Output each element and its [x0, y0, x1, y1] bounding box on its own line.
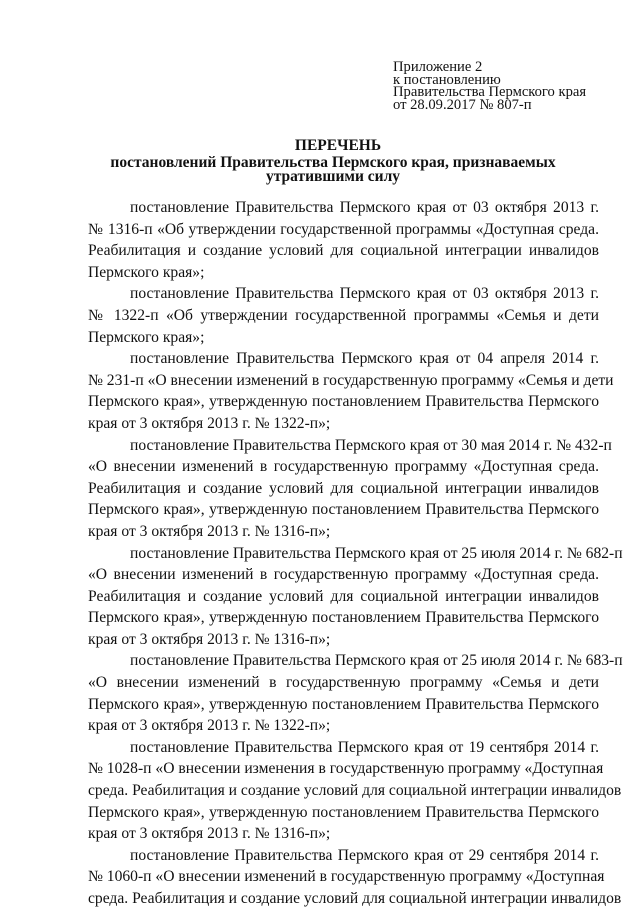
resolution-line: края от 3 октября 2013 г. № 1322-п»; [88, 717, 331, 735]
resolution-line: № 1316-п «Об утверждении государственной программы «Доступная среда. [88, 220, 599, 238]
appendix-header [393, 61, 586, 111]
resolution-line: Пермского края»; [88, 263, 205, 281]
resolution-item [88, 845, 622, 910]
resolution-line: края от 3 октября 2013 г. № 1316-п»; [88, 630, 331, 648]
resolution-line: Пермского края», утвержденную постановлением Правительства Пермского [88, 609, 599, 627]
resolution-line: постановление Правительства Пермского края от 25 июля 2014 г. № 683-п [130, 652, 623, 670]
resolution-line: Пермского края», утвержденную постановлением Правительства Пермского [88, 501, 599, 519]
resolution-line: Пермского края»; [88, 328, 205, 346]
resolution-line: постановление Правительства Пермского края от 04 апреля 2014 г. [130, 350, 599, 368]
resolution-item [88, 737, 622, 845]
resolution-line: края от 3 октября 2013 г. № 1322-п»; [88, 414, 331, 432]
resolution-line: края от 3 октября 2013 г. № 1316-п»; [88, 825, 331, 843]
resolution-line: № 1028-п «О внесении изменения в государственную программу «Доступная [88, 760, 604, 778]
resolution-list [0, 197, 640, 910]
resolution-line: края от 3 октября 2013 г. № 1316-п»; [88, 522, 331, 540]
document-title: ПЕРЕЧЕНЬ [294, 137, 382, 154]
resolution-line: Реабилитация и создание условий для социальной интеграции инвалидов [88, 587, 599, 605]
resolution-line: Пермского края», утвержденную постановлением Правительства Пермского [88, 803, 599, 821]
resolution-line: постановление Правительства Пермского края от 29 сентября 2014 г. [130, 846, 599, 864]
resolution-line: постановление Правительства Пермского края от 25 июля 2014 г. № 682-п [130, 544, 623, 562]
subtitle-line: утратившими силу [265, 167, 401, 185]
resolution-line: Реабилитация и создание условий для социальной интеграции инвалидов [88, 479, 599, 497]
resolution-line: «О внесении изменений в государственную программу «Семья и дети [88, 674, 599, 692]
resolution-line: «О внесении изменений в государственную программу «Доступная среда. [88, 566, 599, 584]
document-subtitle [0, 156, 640, 183]
resolution-line: Реабилитация и создание условий для социальной интеграции инвалидов [88, 242, 599, 260]
appendix-line: Приложение 2 [393, 59, 483, 75]
resolution-item [88, 348, 614, 434]
subtitle-line: постановлений Правительства Пермского края, признаваемых [110, 154, 556, 171]
resolution-line: «О внесении изменений в государственную программу «Доступная среда. [88, 458, 599, 476]
appendix-line: к постановлению [393, 71, 501, 88]
resolution-item [88, 543, 623, 651]
resolution-line: среда. Реабилитация и создание условий для социальной интеграции инвалидов [88, 890, 622, 907]
appendix-line: Правительства Пермского края [393, 84, 587, 101]
resolution-item [88, 197, 599, 283]
resolution-line: № 231-п «О внесении изменений в государственную программу «Семья и дети [88, 371, 614, 389]
appendix-line: от 28.09.2017 № 807-п [393, 96, 532, 113]
resolution-line: № 1322-п «Об утверждении государственной программы «Семья и дети [88, 306, 599, 324]
resolution-item [88, 283, 599, 348]
resolution-line: постановление Правительства Пермского края от 19 сентября 2014 г. [130, 738, 599, 756]
resolution-line: постановление Правительства Пермского края от 30 мая 2014 г. № 432-п [130, 436, 612, 454]
resolution-line: постановление Правительства Пермского края от 03 октября 2013 г. [130, 199, 599, 216]
resolution-line: Пермского края», утвержденную постановлением Правительства Пермского [88, 695, 599, 713]
resolution-item [88, 650, 623, 736]
resolution-line: постановление Правительства Пермского края от 03 октября 2013 г. [130, 285, 599, 303]
resolution-line: среда. Реабилитация и создание условий для социальной интеграции инвалидов [88, 782, 622, 800]
resolution-line: Пермского края», утвержденную постановлением Правительства Пермского [88, 393, 599, 411]
resolution-line: № 1060-п «О внесении изменений в государственную программу «Доступная [88, 868, 605, 886]
resolution-item [88, 435, 612, 543]
